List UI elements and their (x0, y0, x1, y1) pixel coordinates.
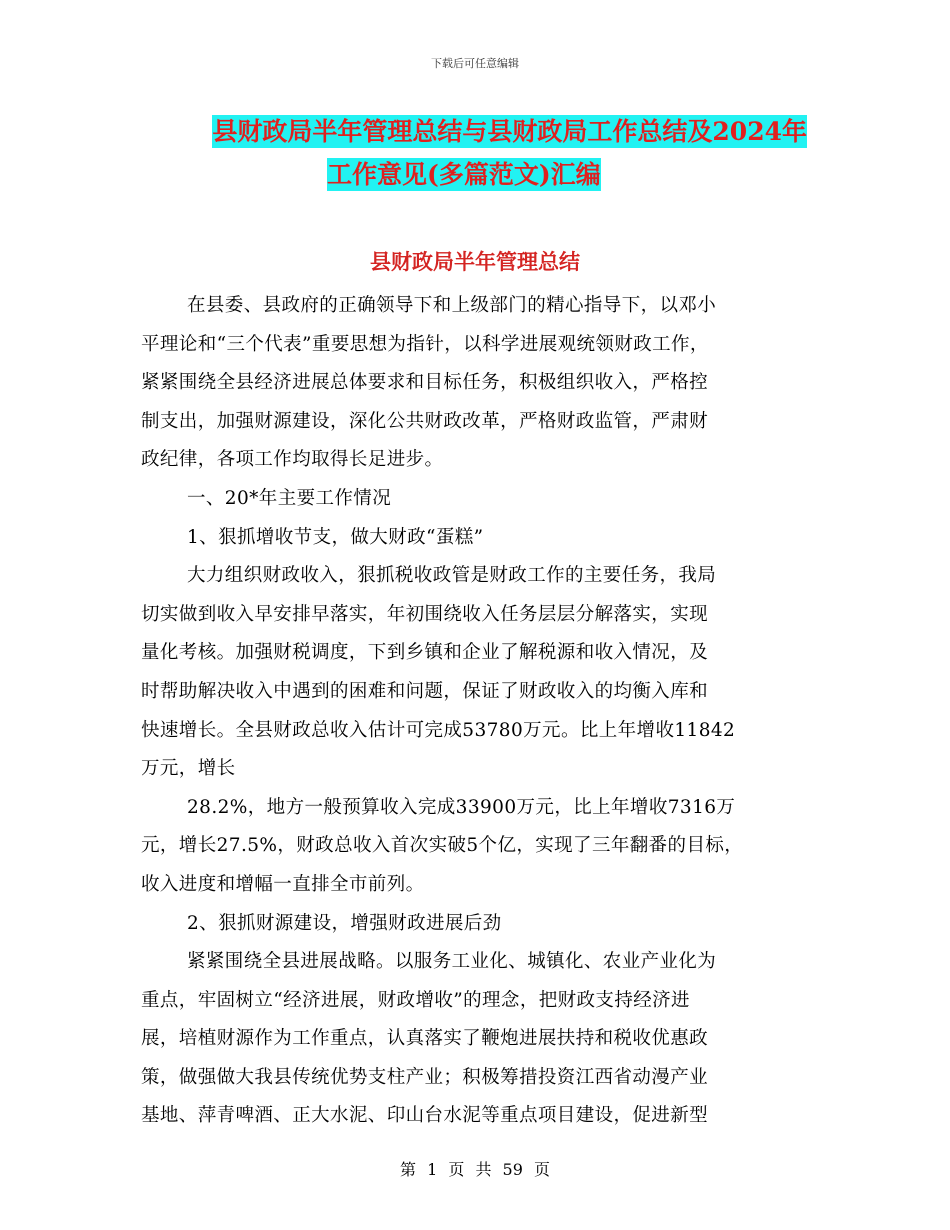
paragraph-line: 元，增长27.5%，财政总收入首次实破5个亿，实现了三年翻番的目标， (141, 835, 744, 857)
paragraph (141, 480, 821, 519)
paragraph-line: 收入进度和增幅一直排全市前列。 (141, 873, 425, 895)
paragraph (141, 789, 821, 905)
paragraph-line: 在县委、县政府的正确领导下和上级部门的精心指导下，以邓小 (187, 295, 717, 316)
paragraph-line: 一、20*年主要工作情况 (187, 487, 392, 509)
paragraph-line: 紧紧围绕全县经济进展总体要求和目标任务，积极组织收入，严格控 (141, 372, 709, 394)
paragraph (141, 905, 821, 944)
paragraph-line: 政纪律，各项工作均取得长足进步。 (141, 449, 444, 471)
paragraph-line: 紧紧围绕全县进展战略。以服务工业化、城镇化、农业产业化为 (187, 951, 717, 973)
paragraph (141, 519, 821, 558)
paragraph-line: 28.2%，地方一般预算收入完成33900万元，比上年增收7316万 (187, 796, 736, 818)
page-footer: 第 1 页 共 59 页 (400, 1160, 550, 1179)
paragraph-line: 万元，增长 (141, 758, 236, 780)
section-title: 县财政局半年管理总结 (370, 249, 580, 274)
paragraph (141, 557, 821, 789)
paragraph-line: 大力组织财政收入，狠抓税收政管是财政工作的主要任务，我局 (187, 565, 717, 587)
paragraph-line: 时帮助解决收入中遇到的困难和问题，保证了财政收入的均衡入库和 (141, 680, 709, 702)
paragraph-line: 2、狠抓财源建设，增强财政进展后劲 (187, 912, 502, 934)
paragraph-line: 1、狠抓增收节支，做大财政“蛋糕” (187, 526, 484, 548)
paragraph-line: 策，做强做大我县传统优势支柱产业；积极筹措投资江西省动漫产业 (141, 1066, 709, 1088)
paragraph-line: 切实做到收入早安排早落实，年初围绕收入任务层层分解落实，实现 (141, 603, 709, 625)
paragraph-line: 快速增长。全县财政总收入估计可完成53780万元。比上年增收11842 (141, 719, 736, 741)
paragraph-line: 平理论和“三个代表”重要思想为指针，以科学进展观统领财政工作， (141, 333, 709, 355)
body-text (141, 287, 821, 1136)
title-highlight-1: 县财政局半年管理总结与县财政局工作总结及2024年 (212, 117, 807, 146)
document-title-line-1 (140, 112, 807, 152)
title-highlight-2: 工作意见(多篇范文)汇编 (327, 160, 601, 189)
paragraph-line: 制支出，加强财源建设，深化公共财政改革，严格财政监管，严肃财 (141, 410, 709, 432)
paragraph-line: 重点，牢固树立“经济进展，财政增收”的理念，把财政支持经济进 (141, 989, 690, 1011)
paragraph-line: 量化考核。加强财税调度，下到乡镇和企业了解税源和收入情况，及 (141, 642, 709, 664)
paragraph (141, 943, 821, 1136)
paragraph (141, 287, 821, 480)
header-note: 下载后可任意编辑 (431, 57, 519, 70)
document-title-line-2 (327, 155, 727, 195)
paragraph-line: 展，培植财源作为工作重点，认真落实了鞭炮进展扶持和税收优惠政 (141, 1028, 709, 1050)
paragraph-line: 基地、萍青啤酒、正大水泥、印山台水泥等重点项目建设，促进新型 (141, 1105, 709, 1127)
